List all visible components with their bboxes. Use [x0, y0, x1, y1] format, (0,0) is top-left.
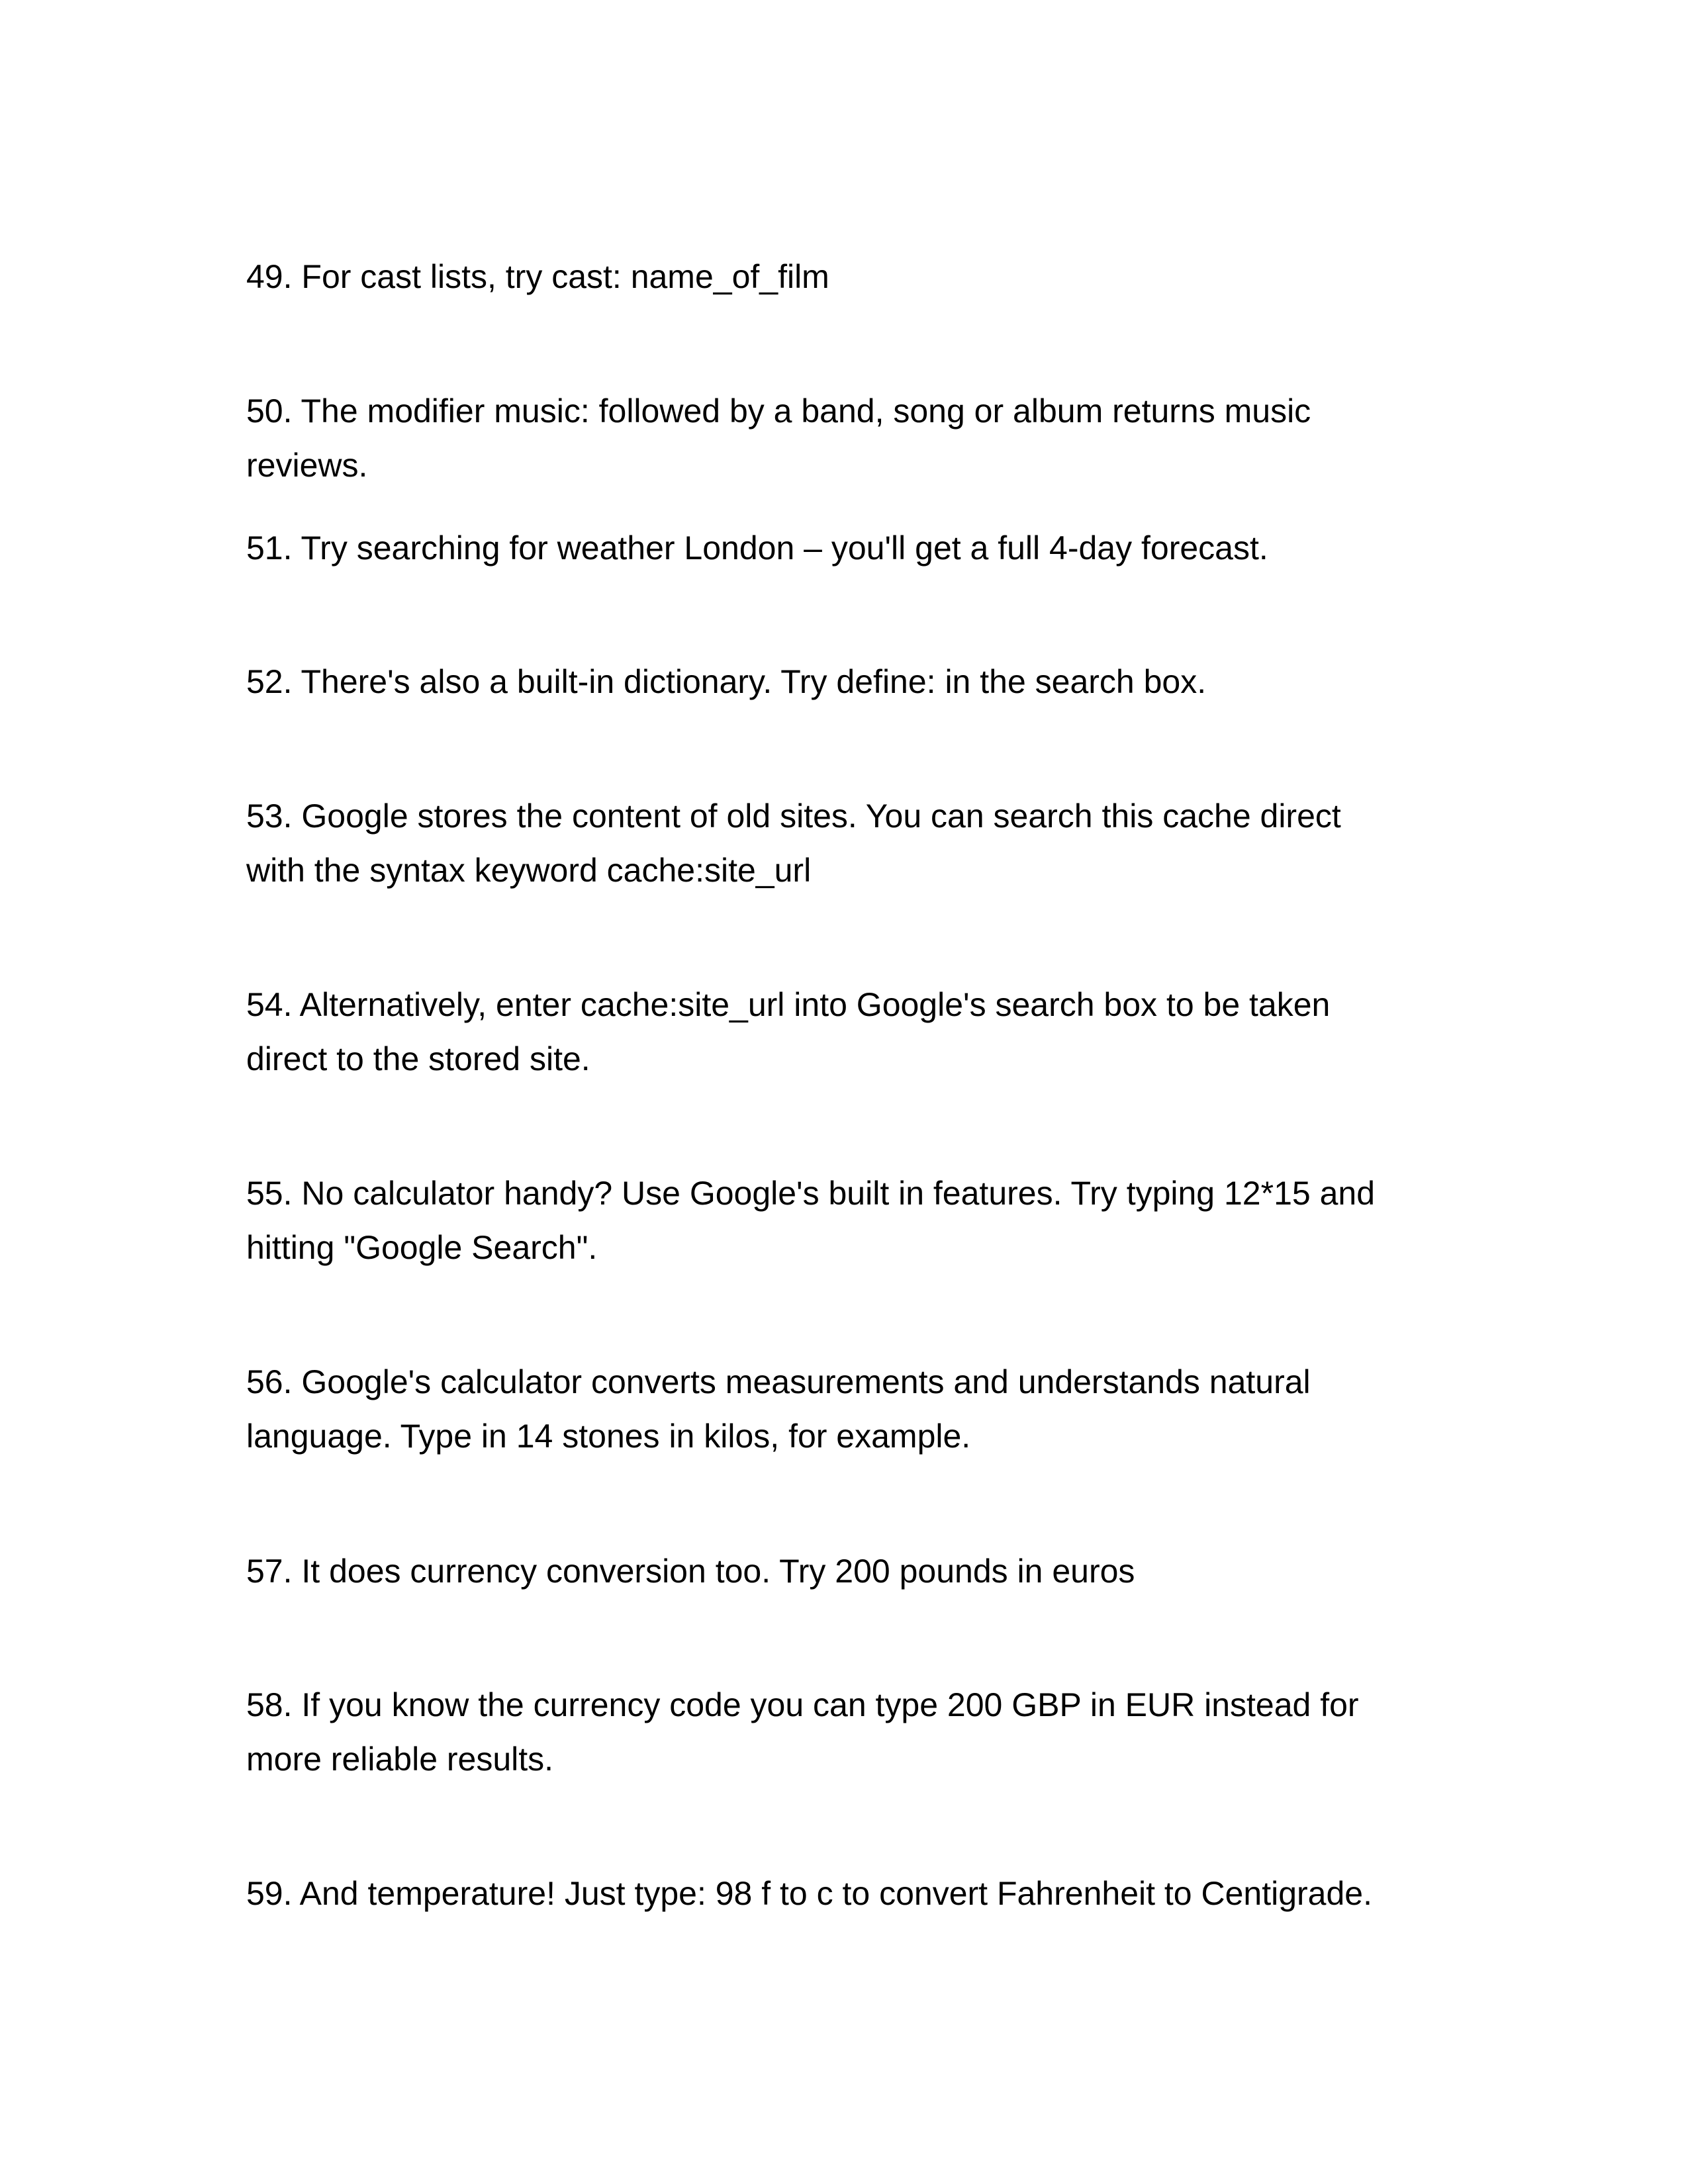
tip-54	[246, 978, 1464, 1086]
tip-line: 54. Alternatively, enter cache:site_url into Google's search box to be taken	[246, 986, 1331, 1023]
tip-line: reviews.	[246, 447, 368, 484]
tip-59	[246, 1866, 1464, 1921]
tip-53	[246, 789, 1464, 897]
tip-52	[246, 655, 1464, 709]
tip-58	[246, 1678, 1464, 1786]
tip-line: with the syntax keyword cache:site_url	[246, 852, 812, 889]
tip-line: 55. No calculator handy? Use Google's built in features. Try typing 12*15 and	[246, 1175, 1376, 1212]
tip-line: 57. It does currency conversion too. Try 200 pounds in euros	[246, 1553, 1135, 1590]
tip-line: more reliable results.	[246, 1741, 554, 1778]
tip-55	[246, 1166, 1464, 1275]
tip-49	[246, 250, 1464, 304]
tip-line: 52. There's also a built-in dictionary. Try define: in the search box.	[246, 663, 1207, 700]
tip-50	[246, 384, 1464, 492]
tip-line: 51. Try searching for weather London – you'll get a full 4-day forecast.	[246, 529, 1268, 567]
tip-line: 49. For cast lists, try cast: name_of_film	[246, 258, 829, 295]
tip-56	[246, 1355, 1464, 1463]
tip-line: 50. The modifier music: followed by a band, song or album returns music	[246, 392, 1311, 430]
tip-line: 53. Google stores the content of old sites. You can search this cache direct	[246, 797, 1341, 835]
tip-51	[246, 521, 1464, 575]
tip-line: 58. If you know the currency code you can type 200 GBP in EUR instead for	[246, 1686, 1359, 1723]
tip-57	[246, 1544, 1464, 1598]
tip-line: direct to the stored site.	[246, 1040, 590, 1077]
tip-line: 59. And temperature! Just type: 98 f to c to convert Fahrenheit to Centigrade.	[246, 1875, 1372, 1912]
tip-line: hitting "Google Search".	[246, 1229, 598, 1266]
tip-line: language. Type in 14 stones in kilos, for example.	[246, 1418, 971, 1455]
tip-line: 56. Google's calculator converts measurements and understands natural	[246, 1363, 1311, 1400]
